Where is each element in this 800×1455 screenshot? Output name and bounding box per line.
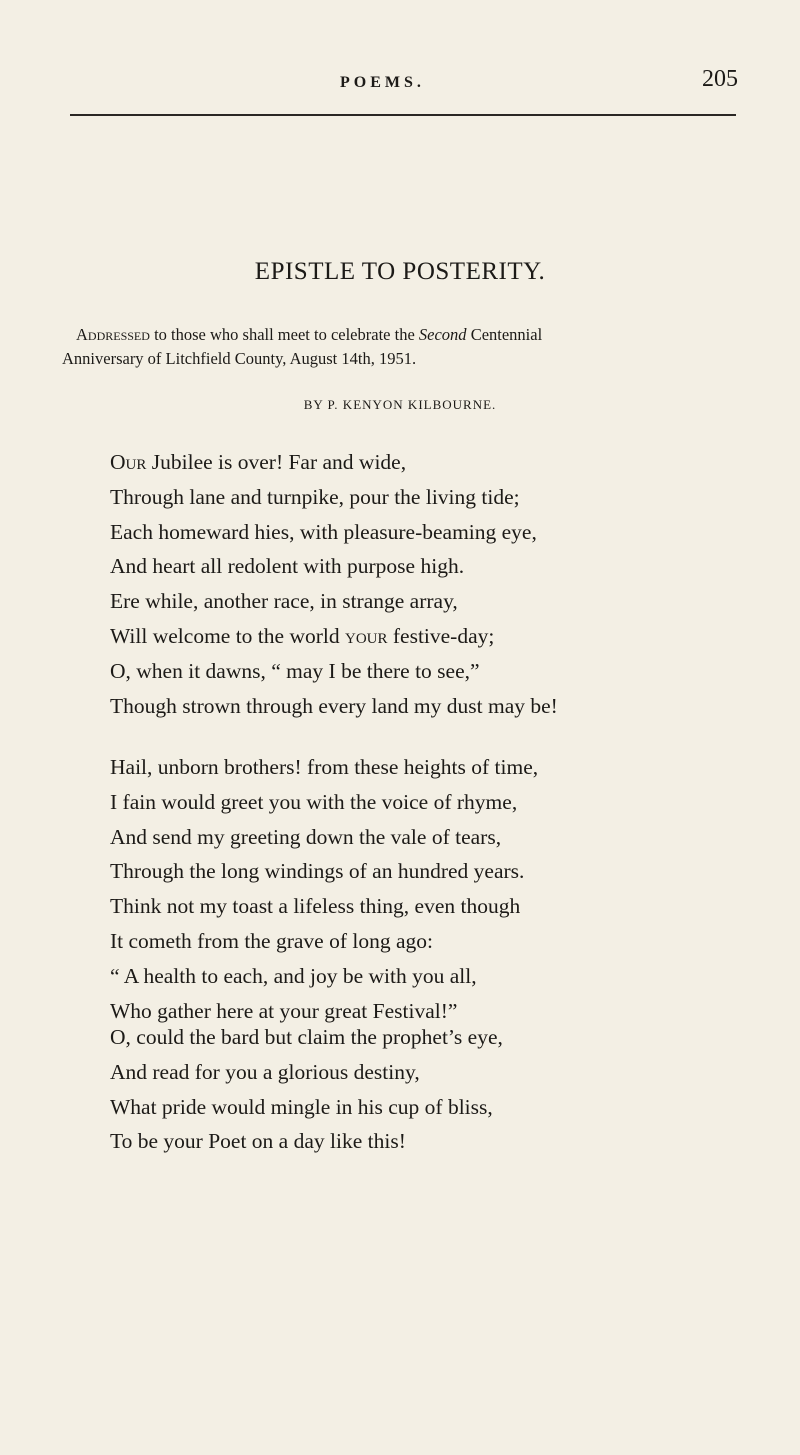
dedication-text: to those who shall meet to celebrate the: [149, 325, 419, 344]
verse-line: Our Jubilee is over! Far and wide,: [110, 450, 407, 474]
dedication: [62, 323, 752, 371]
verse-line: “ A health to each, and joy be with you all,: [110, 963, 477, 988]
verse-line: Who gather here at your great Festival!”: [110, 998, 458, 1023]
first-word: Our: [110, 450, 147, 474]
stanza-3: [110, 1020, 770, 1159]
verse-line: Think not my toast a lifeless thing, even though: [110, 894, 521, 919]
emphasis-your: your: [344, 623, 388, 648]
dedication-line-2: Anniversary of Litchfield County, August 14th, 1951.: [62, 349, 417, 368]
verse-line: O, could the bard but claim the prophet’s eye,: [110, 1025, 503, 1049]
verse-line: And heart all redolent with purpose high.: [110, 554, 465, 579]
dedication-line-1: [62, 323, 752, 347]
header-rule: [70, 114, 736, 116]
dedication-text-after: Centennial: [466, 325, 543, 344]
running-head: [0, 66, 800, 96]
verse-line: Through lane and turnpike, pour the living tide;: [110, 484, 520, 509]
byline: BY P. KENYON KILBOURNE.: [303, 397, 497, 412]
dedication-emphasis: Second: [418, 325, 467, 344]
stanza-2: [110, 750, 770, 1028]
verse-line: I fain would greet you with the voice of rhyme,: [110, 789, 518, 814]
verse-line: Through the long windings of an hundred years.: [110, 859, 525, 884]
verse-line: Each homeward hies, with pleasure-beaming eye,: [110, 519, 537, 544]
poem-title: EPISTLE TO POSTERITY.: [254, 258, 546, 285]
verse-line: Will welcome to the world your festive-day;: [110, 623, 495, 648]
verse-line: O, when it dawns, “ may I be there to see,”: [110, 658, 480, 683]
verse-line: Though strown through every land my dust may be!: [110, 693, 558, 718]
stanza-1: [110, 445, 770, 723]
verse-line: And send my greeting down the vale of tears,: [110, 824, 502, 849]
running-title: POEMS.: [340, 74, 425, 91]
verse-line: Hail, unborn brothers! from these heights of time,: [110, 755, 539, 779]
verse-line: It cometh from the grave of long ago:: [110, 928, 433, 953]
verse-line: Ere while, another race, in strange array,: [110, 589, 458, 614]
dedication-lead: Addressed: [76, 325, 150, 344]
verse-line: What pride would mingle in his cup of bliss,: [110, 1094, 493, 1119]
verse-line: And read for you a glorious destiny,: [110, 1059, 420, 1084]
verse-line: To be your Poet on a day like this!: [110, 1129, 406, 1154]
page-number: 205: [702, 66, 738, 92]
